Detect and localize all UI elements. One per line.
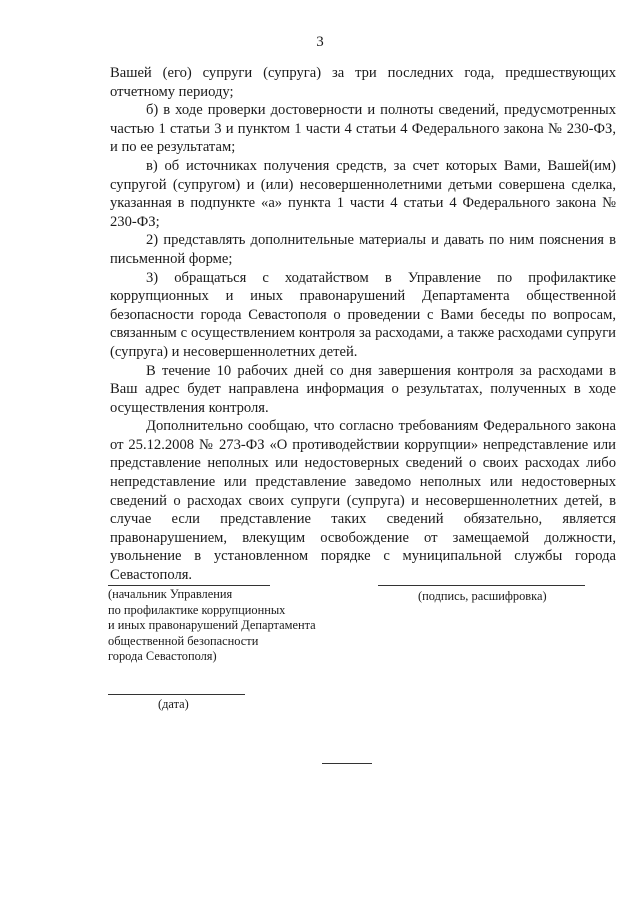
position-line: и иных правонарушений Департамента [108, 618, 316, 633]
signature-caption: (подпись, расшифровка) [418, 589, 547, 603]
letter-body [110, 64, 616, 585]
date-caption: (дата) [158, 697, 189, 711]
signature-underline [378, 585, 585, 586]
paragraph-item-3: 3) обращаться с ходатайством в Управление по профилактике коррупционных и иных правонарушений Департамента общественной безопасности города Севастополя о проведении с Вами беседы по вопросам, связанным с осуществлением контроля за расходами, а также расходами супруги (супруга) и несовершеннолетних детей. [110, 269, 616, 360]
position-line: по профилактике коррупционных [108, 602, 286, 617]
position-line: общественной безопасности [108, 633, 259, 648]
paragraph-item-2: 2) представлять дополнительные материалы и давать по ним пояснения в письменной форме; [110, 232, 616, 267]
position-caption [108, 587, 316, 665]
paragraph-item-b: б) в ходе проверки достоверности и полноты сведений, предусмотренных частью 1 статьи 3 и пунктом 1 части 4 статьи 4 Федерального закона № 230-ФЗ, и по ее результатам; [110, 102, 616, 156]
date-underline [108, 694, 245, 695]
paragraph-notice-term: В течение 10 рабочих дней со дня завершения контроля за расходами в Ваш адрес будет направлена информация о результатах, полученных в ходе осуществления контроля. [110, 362, 616, 416]
footer-divider [322, 763, 372, 764]
position-line: (начальник Управления [108, 587, 233, 601]
position-line: города Севастополя) [108, 649, 217, 664]
paragraph-continuation: Вашей (его) супруги (супруга) за три последних года, предшествующих отчетному периоду; [110, 65, 616, 100]
position-underline [108, 585, 270, 586]
paragraph-additional-notice: Дополнительно сообщаю, что согласно требованиям Федерального закона от 25.12.2008 № 273-ФЗ «О противодействии коррупции» непредставление или представление неполных или недостоверных сведений о своих расходах либо непредставление или представление заведомо неполных или недостоверных сведений о расходах своих супруги (супруга) и несовершеннолетних детей, в случае если представление таких сведений обязательно, является правонарушением, влекущим освобождение от замещаемой должности, увольнение в установленном порядке с муниципальной службы города Севастополя. [110, 418, 616, 584]
page-number: 3 [316, 34, 324, 50]
paragraph-item-v: в) об источниках получения средств, за счет которых Вами, Вашей(им) супругой (супругом) и (или) несовершеннолетними детьми совершена сделка, указанная в подпункте «а» пункта 1 части 4 статьи 4 Федерального закона № 230-ФЗ; [110, 157, 616, 230]
